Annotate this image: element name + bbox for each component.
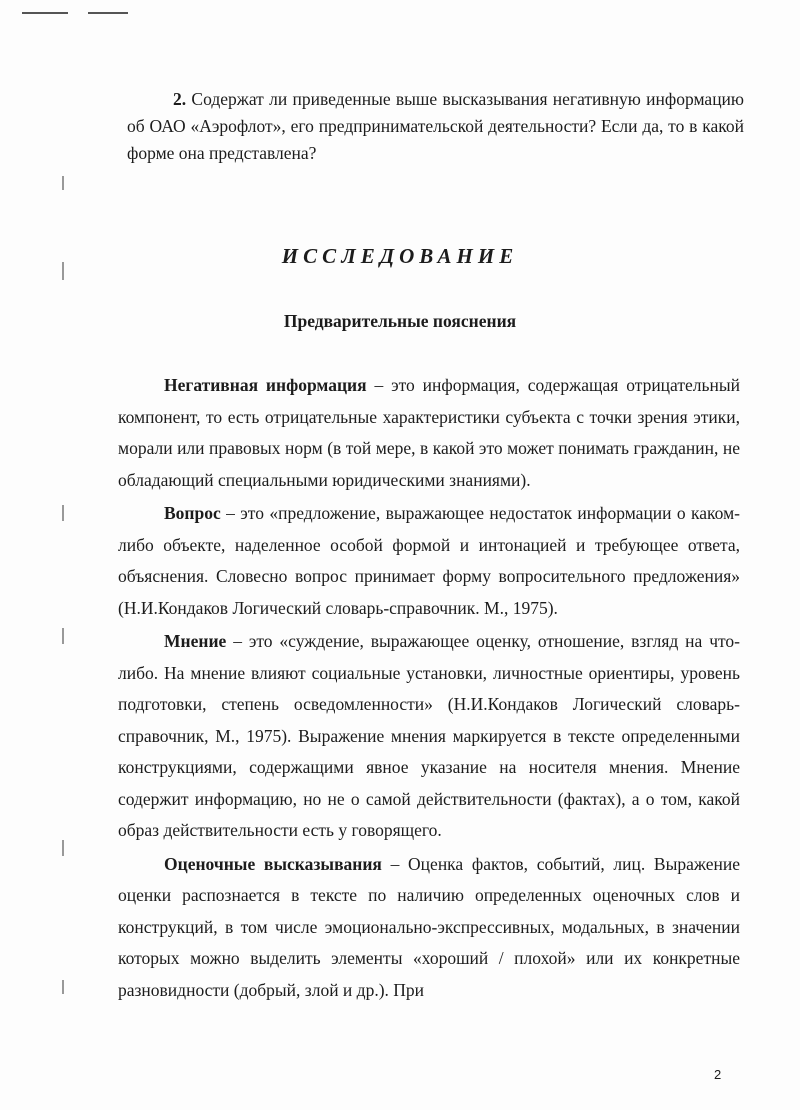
question-text: Содержат ли приведенные выше высказывания негативную информацию об ОАО «Аэрофлот», его предпринимательской деятельности? Если да, то в какой форме она представлена? bbox=[127, 89, 744, 163]
term: Вопрос bbox=[164, 503, 221, 523]
scan-artifact-edge bbox=[62, 840, 64, 856]
body-text bbox=[118, 370, 740, 1008]
question-block bbox=[127, 86, 744, 167]
definition: – это «суждение, выражающее оценку, отношение, взгляд на что-либо. На мнение влияют социальные установки, личностные ориентиры, уровень подготовки, степень осведомленности» (Н.И.Кондаков Логический словарь-справочник, М., 1975). Выражение мнения маркируется в тексте определенными конструкциями, содержащими явное указание на носителя мнения. Мнение содержит информацию, но не о самой действительности (фактах), а о том, какой образ действительности есть у говорящего. bbox=[118, 631, 740, 840]
page-number: 2 bbox=[714, 1067, 722, 1082]
paragraph-negative-info bbox=[118, 370, 740, 496]
term: Негативная информация bbox=[164, 375, 367, 395]
section-heading: ИССЛЕДОВАНИЕ bbox=[281, 244, 519, 268]
scan-artifact-edge bbox=[62, 628, 64, 644]
term: Мнение bbox=[164, 631, 227, 651]
subsection-heading: Предварительные пояснения bbox=[283, 311, 517, 331]
scan-artifact-edge bbox=[62, 505, 64, 521]
term: Оценочные высказывания bbox=[164, 853, 382, 874]
paragraph-evaluative bbox=[118, 849, 740, 1007]
scan-artifact-edge bbox=[62, 980, 64, 994]
definition: – это информация, содержащая отрицательный компонент, то есть отрицательные характеристики субъекта с точки зрения этики, морали или правовых норм (в той мере, в какой это может понимать гражданин, не обладающий специальными юридическими знаниями). bbox=[118, 375, 740, 490]
scan-artifact-line bbox=[88, 12, 128, 14]
scan-artifact-edge bbox=[62, 176, 64, 190]
paragraph-opinion bbox=[118, 626, 740, 847]
definition: – это «предложение, выражающее недостаток информации о каком-либо объекте, наделенное особой формой и интонацией и требующее ответа, объяснения. Словесно вопрос принимает форму вопросительного предложения» (Н.И.Кондаков Логический словарь-справочник. М., 1975). bbox=[118, 503, 740, 618]
scan-artifact-line bbox=[22, 12, 68, 14]
definition: – Оценка фактов, событий, лиц. Выражение оценки распознается в тексте по наличию определенных оценочных слов и конструкций, в том числе эмоционально-экспрессивных, модальных, в значении которых можно выделить элементы «хороший / плохой» или их конкретные разновидности (добрый, злой и др.). При bbox=[118, 853, 740, 1000]
question-number: 2. bbox=[173, 89, 187, 109]
paragraph-question bbox=[118, 498, 740, 624]
